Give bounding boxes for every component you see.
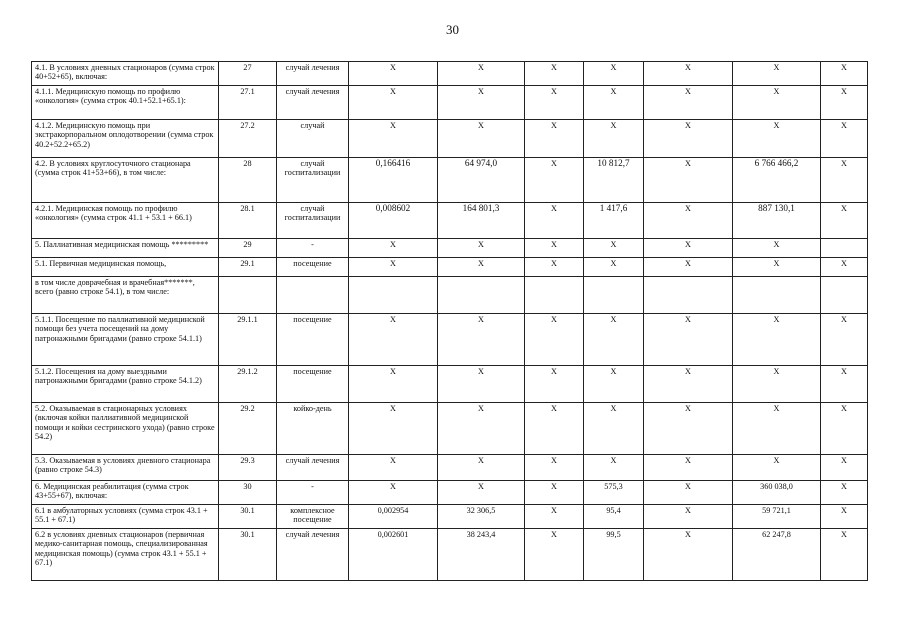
row-unit: - bbox=[277, 481, 349, 505]
row-value: X bbox=[733, 62, 821, 86]
row-value: 887 130,1 bbox=[733, 203, 821, 239]
row-name: 5.1.1. Посещение по паллиативной медицинской помощи без учета посещений на дому патронажными бригадами (равно строке 54.1.1) bbox=[32, 314, 219, 366]
page-number: 30 bbox=[446, 22, 459, 37]
row-value: X bbox=[438, 62, 525, 86]
row-value: X bbox=[644, 62, 733, 86]
row-value: X bbox=[584, 258, 644, 277]
row-value: X bbox=[644, 86, 733, 120]
row-value: X bbox=[733, 366, 821, 403]
row-value: X bbox=[438, 455, 525, 481]
row-value: X bbox=[525, 239, 584, 258]
row-value: X bbox=[525, 505, 584, 529]
table-row bbox=[32, 481, 868, 505]
row-value: 0,002954 bbox=[349, 505, 438, 529]
row-value: X bbox=[733, 455, 821, 481]
row-code: 28.1 bbox=[219, 203, 277, 239]
row-unit: случай лечения bbox=[277, 455, 349, 481]
row-value bbox=[733, 277, 821, 314]
row-value: X bbox=[821, 529, 868, 581]
row-value: X bbox=[438, 481, 525, 505]
row-code: 29.3 bbox=[219, 455, 277, 481]
row-value bbox=[525, 277, 584, 314]
row-value: X bbox=[821, 314, 868, 366]
row-value: X bbox=[525, 120, 584, 158]
row-value: X bbox=[525, 158, 584, 203]
table-row bbox=[32, 366, 868, 403]
row-value: X bbox=[821, 203, 868, 239]
row-name: 6.2 в условиях дневных стационаров (первичная медико-санитарная помощь, специализированная медицинская помощь) (сумма строк 43.1 + 55.1 + 67.1) bbox=[32, 529, 219, 581]
row-value: X bbox=[438, 366, 525, 403]
row-value: X bbox=[584, 86, 644, 120]
row-value bbox=[644, 277, 733, 314]
row-value: 10 812,7 bbox=[584, 158, 644, 203]
row-value: X bbox=[644, 120, 733, 158]
row-value: X bbox=[644, 529, 733, 581]
row-value: X bbox=[644, 366, 733, 403]
row-value: 575,3 bbox=[584, 481, 644, 505]
row-code: 30.1 bbox=[219, 529, 277, 581]
row-name: 5.1. Первичная медицинская помощь, bbox=[32, 258, 219, 277]
row-name: 5.1.2. Посещения на дому выездными патронажными бригадами (равно строке 54.1.2) bbox=[32, 366, 219, 403]
row-code: 29 bbox=[219, 239, 277, 258]
row-value: X bbox=[438, 86, 525, 120]
row-value: X bbox=[644, 505, 733, 529]
row-value: X bbox=[644, 403, 733, 455]
row-unit: случай лечения bbox=[277, 529, 349, 581]
row-value: X bbox=[525, 455, 584, 481]
row-value: X bbox=[349, 62, 438, 86]
row-value: 0,008602 bbox=[349, 203, 438, 239]
table-row bbox=[32, 403, 868, 455]
row-value: X bbox=[821, 62, 868, 86]
table-row bbox=[32, 62, 868, 86]
row-value: X bbox=[821, 158, 868, 203]
row-name: 6. Медицинская реабилитация (сумма строк 43+55+67), включая: bbox=[32, 481, 219, 505]
row-value: X bbox=[821, 258, 868, 277]
row-value: X bbox=[525, 529, 584, 581]
row-value: X bbox=[525, 62, 584, 86]
table-row bbox=[32, 505, 868, 529]
row-value: X bbox=[584, 239, 644, 258]
row-value: X bbox=[733, 239, 821, 258]
row-value: 95,4 bbox=[584, 505, 644, 529]
row-value: X bbox=[821, 120, 868, 158]
row-value bbox=[349, 277, 438, 314]
row-value: X bbox=[349, 258, 438, 277]
row-value: X bbox=[349, 120, 438, 158]
row-code: 29.1 bbox=[219, 258, 277, 277]
row-value: 164 801,3 bbox=[438, 203, 525, 239]
row-value: 64 974,0 bbox=[438, 158, 525, 203]
row-value: X bbox=[438, 239, 525, 258]
row-value: X bbox=[349, 455, 438, 481]
row-value: 0,002601 bbox=[349, 529, 438, 581]
row-code: 29.2 bbox=[219, 403, 277, 455]
table-row bbox=[32, 529, 868, 581]
row-value: X bbox=[525, 366, 584, 403]
row-value: X bbox=[584, 455, 644, 481]
row-value: X bbox=[644, 481, 733, 505]
row-value: 59 721,1 bbox=[733, 505, 821, 529]
row-value: X bbox=[821, 403, 868, 455]
row-value: X bbox=[525, 403, 584, 455]
row-unit: посещение bbox=[277, 314, 349, 366]
row-unit: случай лечения bbox=[277, 62, 349, 86]
row-value: 360 038,0 bbox=[733, 481, 821, 505]
row-value: X bbox=[525, 258, 584, 277]
row-value: X bbox=[733, 314, 821, 366]
table-row bbox=[32, 277, 868, 314]
row-name: в том числе доврачебная и врачебная*******, всего (равно строке 54.1), в том числе: bbox=[32, 277, 219, 314]
table-row bbox=[32, 239, 868, 258]
table-row bbox=[32, 203, 868, 239]
row-code: 29.1.2 bbox=[219, 366, 277, 403]
row-value: X bbox=[525, 314, 584, 366]
row-name: 4.1.2. Медицинскую помощь при экстракорпоральном оплодотворении (сумма строк 40.2+52.2+65.2) bbox=[32, 120, 219, 158]
row-value: X bbox=[733, 86, 821, 120]
row-code: 27 bbox=[219, 62, 277, 86]
row-value: 99,5 bbox=[584, 529, 644, 581]
table-row bbox=[32, 120, 868, 158]
row-value: X bbox=[821, 366, 868, 403]
row-unit: посещение bbox=[277, 366, 349, 403]
row-value: X bbox=[584, 62, 644, 86]
row-code bbox=[219, 277, 277, 314]
row-code: 30.1 bbox=[219, 505, 277, 529]
row-value: X bbox=[525, 86, 584, 120]
row-name: 4.2.1. Медицинская помощь по профилю «онкология» (сумма строк 41.1 + 53.1 + 66.1) bbox=[32, 203, 219, 239]
row-unit: случай bbox=[277, 120, 349, 158]
row-value: 1 417,6 bbox=[584, 203, 644, 239]
row-value: X bbox=[349, 239, 438, 258]
table-row bbox=[32, 158, 868, 203]
row-unit: посещение bbox=[277, 258, 349, 277]
table-row bbox=[32, 258, 868, 277]
row-code: 28 bbox=[219, 158, 277, 203]
row-value: X bbox=[821, 86, 868, 120]
row-value: 38 243,4 bbox=[438, 529, 525, 581]
row-value: X bbox=[349, 86, 438, 120]
row-value: X bbox=[644, 258, 733, 277]
row-value: X bbox=[584, 403, 644, 455]
row-unit: случай госпитализации bbox=[277, 158, 349, 203]
row-value: X bbox=[733, 258, 821, 277]
row-value: X bbox=[644, 203, 733, 239]
row-value: X bbox=[525, 481, 584, 505]
data-table bbox=[31, 61, 868, 581]
row-value: X bbox=[644, 239, 733, 258]
row-value: X bbox=[644, 314, 733, 366]
row-value bbox=[438, 277, 525, 314]
row-unit bbox=[277, 277, 349, 314]
row-value: X bbox=[733, 120, 821, 158]
row-name: 4.2. В условиях круглосуточного стационара (сумма строк 41+53+66), в том числе: bbox=[32, 158, 219, 203]
row-value: X bbox=[584, 314, 644, 366]
row-value: X bbox=[438, 258, 525, 277]
row-code: 27.2 bbox=[219, 120, 277, 158]
row-value bbox=[584, 277, 644, 314]
row-value: X bbox=[821, 505, 868, 529]
row-value: X bbox=[438, 120, 525, 158]
row-value: 6 766 466,2 bbox=[733, 158, 821, 203]
row-name: 4.1.1. Медицинскую помощь по профилю «онкология» (сумма строк 40.1+52.1+65.1): bbox=[32, 86, 219, 120]
row-unit: - bbox=[277, 239, 349, 258]
row-unit: случай госпитализации bbox=[277, 203, 349, 239]
row-value: X bbox=[438, 314, 525, 366]
row-value: X bbox=[733, 403, 821, 455]
row-unit: случай лечения bbox=[277, 86, 349, 120]
row-code: 27.1 bbox=[219, 86, 277, 120]
row-value: X bbox=[644, 455, 733, 481]
row-value: X bbox=[821, 481, 868, 505]
row-value: X bbox=[349, 366, 438, 403]
row-value: X bbox=[821, 455, 868, 481]
row-value: X bbox=[349, 403, 438, 455]
row-name: 6.1 в амбулаторных условиях (сумма строк 43.1 + 55.1 + 67.1) bbox=[32, 505, 219, 529]
table-row bbox=[32, 455, 868, 481]
row-value: X bbox=[584, 366, 644, 403]
row-code: 30 bbox=[219, 481, 277, 505]
row-value bbox=[821, 277, 868, 314]
table-row bbox=[32, 314, 868, 366]
row-value: X bbox=[584, 120, 644, 158]
table-row bbox=[32, 86, 868, 120]
row-code: 29.1.1 bbox=[219, 314, 277, 366]
row-name: 5.2. Оказываемая в стационарных условиях (включая койки паллиативной медицинской помощи и койки сестринского ухода) (равно строке 54.2) bbox=[32, 403, 219, 455]
row-name: 5. Паллиативная медицинская помощь ********* bbox=[32, 239, 219, 258]
row-value: X bbox=[349, 481, 438, 505]
row-value: 0,166416 bbox=[349, 158, 438, 203]
row-value bbox=[821, 239, 868, 258]
row-value: 32 306,5 bbox=[438, 505, 525, 529]
row-name: 4.1. В условиях дневных стационаров (сумма строк 40+52+65), включая: bbox=[32, 62, 219, 86]
row-value: X bbox=[349, 314, 438, 366]
row-name: 5.3. Оказываемая в условиях дневного стационара (равно строке 54.3) bbox=[32, 455, 219, 481]
row-value: X bbox=[644, 158, 733, 203]
row-value: 62 247,8 bbox=[733, 529, 821, 581]
row-value: X bbox=[438, 403, 525, 455]
row-value: X bbox=[525, 203, 584, 239]
row-unit: койко-день bbox=[277, 403, 349, 455]
row-unit: комплексное посещение bbox=[277, 505, 349, 529]
